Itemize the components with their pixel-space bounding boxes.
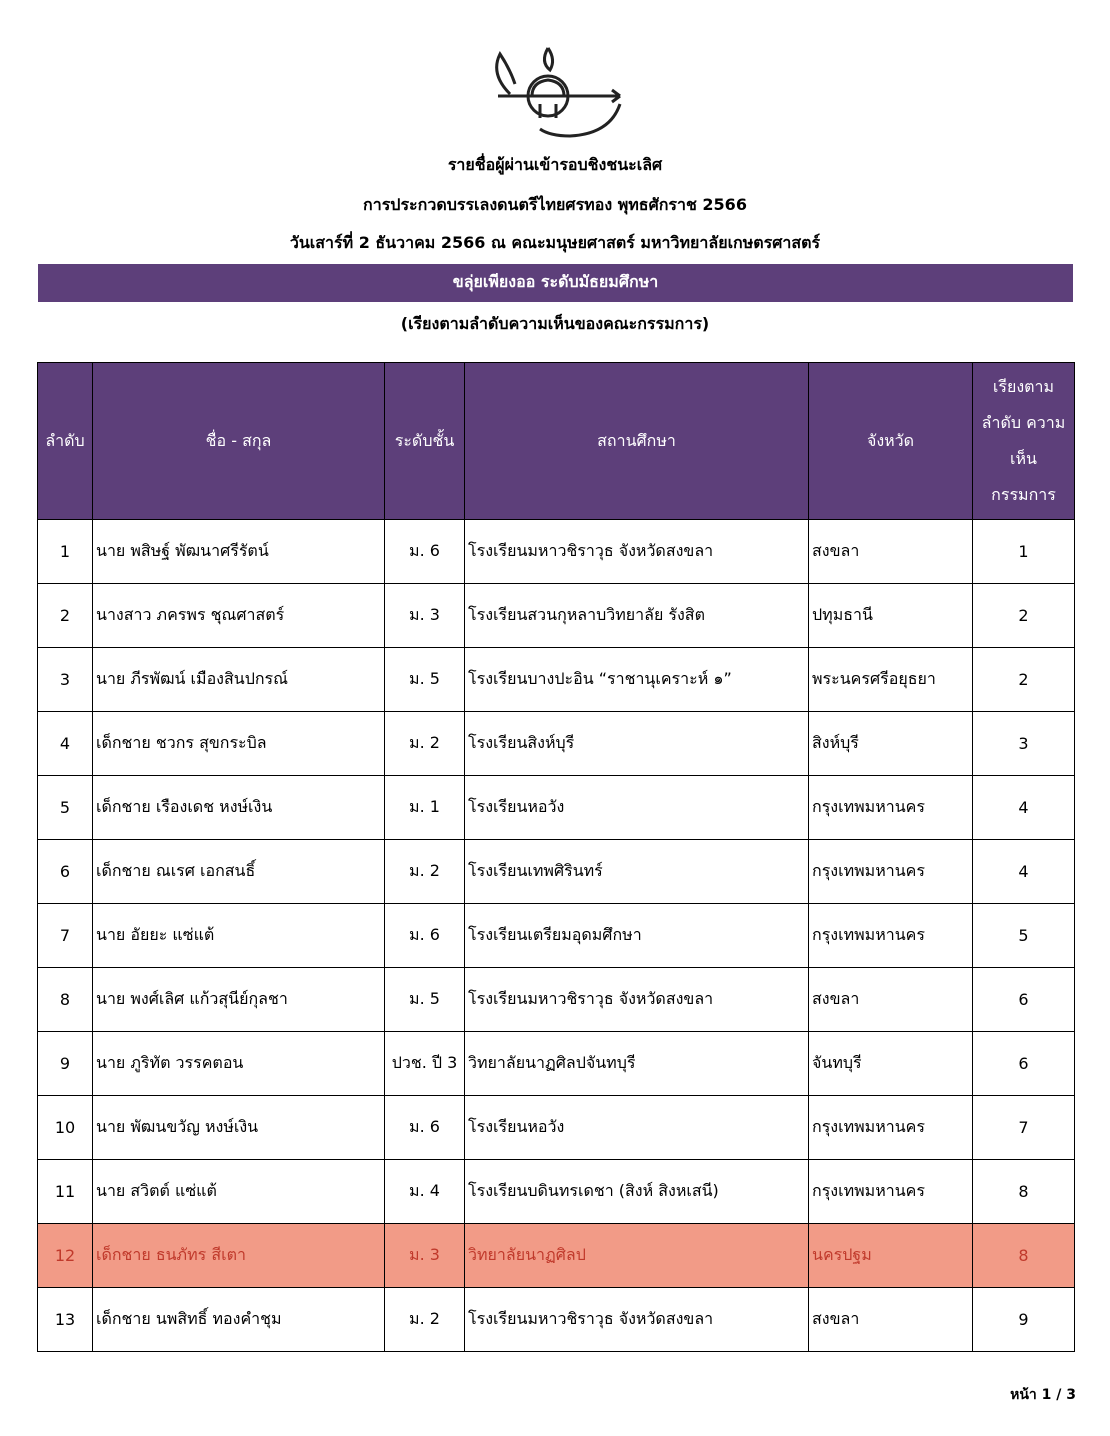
- row-province: กรุงเทพมหานคร: [809, 776, 973, 840]
- col-header-province: จังหวัด: [809, 363, 973, 520]
- row-name: นาย พงศ์เลิศ แก้วสุนีย์กุลชา: [93, 968, 385, 1032]
- row-no: 3: [38, 648, 93, 712]
- row-rank: 1: [973, 520, 1075, 584]
- row-rank: 8: [973, 1224, 1075, 1288]
- row-name: เด็กชาย ธนภัทร สีเตา: [93, 1224, 385, 1288]
- row-province: สงขลา: [809, 1288, 973, 1352]
- row-grade: ม. 2: [385, 840, 465, 904]
- col-header-no: ลำดับ: [38, 363, 93, 520]
- row-school: โรงเรียนเทพศิรินทร์: [465, 840, 809, 904]
- row-no: 10: [38, 1096, 93, 1160]
- row-grade: ปวช. ปี 3: [385, 1032, 465, 1096]
- row-school: วิทยาลัยนาฏศิลป: [465, 1224, 809, 1288]
- row-name: เด็กชาย นพสิทธิ์ ทองคำชุม: [93, 1288, 385, 1352]
- row-no: 1: [38, 520, 93, 584]
- row-province: จันทบุรี: [809, 1032, 973, 1096]
- row-grade: ม. 6: [385, 904, 465, 968]
- row-school: โรงเรียนมหาวชิราวุธ จังหวัดสงขลา: [465, 968, 809, 1032]
- row-school: โรงเรียนมหาวชิราวุธ จังหวัดสงขลา: [465, 1288, 809, 1352]
- row-school: โรงเรียนมหาวชิราวุธ จังหวัดสงขลา: [465, 520, 809, 584]
- row-grade: ม. 1: [385, 776, 465, 840]
- col-header-name: ชื่อ - สกุล: [93, 363, 385, 520]
- col-header-grade: ระดับชั้น: [385, 363, 465, 520]
- row-name: นาย ภีรพัฒน์ เมืองสินปกรณ์: [93, 648, 385, 712]
- row-province: กรุงเทพมหานคร: [809, 1160, 973, 1224]
- row-province: สงขลา: [809, 968, 973, 1032]
- finalists-table: [37, 362, 1075, 1352]
- row-name: นาย พสิษฐ์ พัฒนาศรีรัตน์: [93, 520, 385, 584]
- row-grade: ม. 3: [385, 584, 465, 648]
- row-rank: 8: [973, 1160, 1075, 1224]
- row-no: 9: [38, 1032, 93, 1096]
- row-rank: 3: [973, 712, 1075, 776]
- row-name: เด็กชาย เรืองเดช หงษ์เงิน: [93, 776, 385, 840]
- row-no: 11: [38, 1160, 93, 1224]
- competition-logo: [470, 44, 640, 144]
- row-rank: 6: [973, 1032, 1075, 1096]
- row-province: นครปฐม: [809, 1224, 973, 1288]
- row-name: นาย สวิตต์ แซ่แต้: [93, 1160, 385, 1224]
- row-province: กรุงเทพมหานคร: [809, 840, 973, 904]
- category-band: ขลุ่ยเพียงออ ระดับมัธยมศึกษา: [38, 264, 1073, 302]
- table-row: [38, 776, 1075, 840]
- table-row: [38, 520, 1075, 584]
- row-name: นางสาว ภครพร ชุณศาสตร์: [93, 584, 385, 648]
- row-no: 12: [38, 1224, 93, 1288]
- row-grade: ม. 6: [385, 520, 465, 584]
- row-rank: 4: [973, 840, 1075, 904]
- row-no: 13: [38, 1288, 93, 1352]
- row-rank: 6: [973, 968, 1075, 1032]
- row-school: โรงเรียนหอวัง: [465, 776, 809, 840]
- row-rank: 4: [973, 776, 1075, 840]
- header-title: รายชื่อผู้ผ่านเข้ารอบชิงชนะเลิศ: [447, 155, 663, 174]
- row-name: นาย พัฒนขวัญ หงษ์เงิน: [93, 1096, 385, 1160]
- ranking-note: (เรียงตามลำดับความเห็นของคณะกรรมการ): [400, 314, 710, 333]
- row-province: ปทุมธานี: [809, 584, 973, 648]
- row-grade: ม. 2: [385, 1288, 465, 1352]
- row-school: โรงเรียนหอวัง: [465, 1096, 809, 1160]
- row-name: นาย ภูริทัต วรรคตอน: [93, 1032, 385, 1096]
- row-grade: ม. 3: [385, 1224, 465, 1288]
- table-row: [38, 904, 1075, 968]
- row-school: วิทยาลัยนาฏศิลปจันทบุรี: [465, 1032, 809, 1096]
- table-row: [38, 840, 1075, 904]
- row-school: โรงเรียนสวนกุหลาบวิทยาลัย รังสิต: [465, 584, 809, 648]
- col-header-rank: เรียงตาม ลำดับ ความเห็น กรรมการ: [973, 363, 1075, 520]
- header-date-venue: วันเสาร์ที่ 2 ธันวาคม 2566 ณ คณะมนุษยศาสตร์ มหาวิทยาลัยเกษตรศาสตร์: [289, 233, 821, 252]
- table-row: [38, 1096, 1075, 1160]
- row-province: สิงห์บุรี: [809, 712, 973, 776]
- row-no: 2: [38, 584, 93, 648]
- row-grade: ม. 5: [385, 968, 465, 1032]
- table-row: [38, 968, 1075, 1032]
- table-row: [38, 1288, 1075, 1352]
- row-no: 8: [38, 968, 93, 1032]
- table-row: [38, 1160, 1075, 1224]
- row-grade: ม. 4: [385, 1160, 465, 1224]
- row-rank: 9: [973, 1288, 1075, 1352]
- col-header-school: สถานศึกษา: [465, 363, 809, 520]
- row-grade: ม. 5: [385, 648, 465, 712]
- row-grade: ม. 6: [385, 1096, 465, 1160]
- row-no: 4: [38, 712, 93, 776]
- row-rank: 2: [973, 648, 1075, 712]
- row-province: สงขลา: [809, 520, 973, 584]
- row-rank: 5: [973, 904, 1075, 968]
- row-province: กรุงเทพมหานคร: [809, 904, 973, 968]
- row-no: 6: [38, 840, 93, 904]
- row-school: โรงเรียนสิงห์บุรี: [465, 712, 809, 776]
- row-name: เด็กชาย ณเรศ เอกสนธิ์: [93, 840, 385, 904]
- row-province: พระนครศรีอยุธยา: [809, 648, 973, 712]
- table-row: [38, 584, 1075, 648]
- table-row: [38, 648, 1075, 712]
- table-header-row: [38, 363, 1075, 520]
- row-school: โรงเรียนเตรียมอุดมศึกษา: [465, 904, 809, 968]
- table-row: [38, 1032, 1075, 1096]
- row-school: โรงเรียนบดินทรเดชา (สิงห์ สิงหเสนี): [465, 1160, 809, 1224]
- header-subtitle: การประกวดบรรเลงดนตรีไทยศรทอง พุทธศักราช 2566: [363, 195, 747, 214]
- row-rank: 7: [973, 1096, 1075, 1160]
- row-no: 7: [38, 904, 93, 968]
- page-number: หน้า 1 / 3: [1010, 1387, 1076, 1403]
- table-row: [38, 1224, 1075, 1288]
- row-school: โรงเรียนบางปะอิน “ราชานุเคราะห์ ๑”: [465, 648, 809, 712]
- table-row: [38, 712, 1075, 776]
- row-no: 5: [38, 776, 93, 840]
- row-grade: ม. 2: [385, 712, 465, 776]
- row-rank: 2: [973, 584, 1075, 648]
- row-name: นาย อัยยะ แซ่แต้: [93, 904, 385, 968]
- row-province: กรุงเทพมหานคร: [809, 1096, 973, 1160]
- row-name: เด็กชาย ชวกร สุขกระบิล: [93, 712, 385, 776]
